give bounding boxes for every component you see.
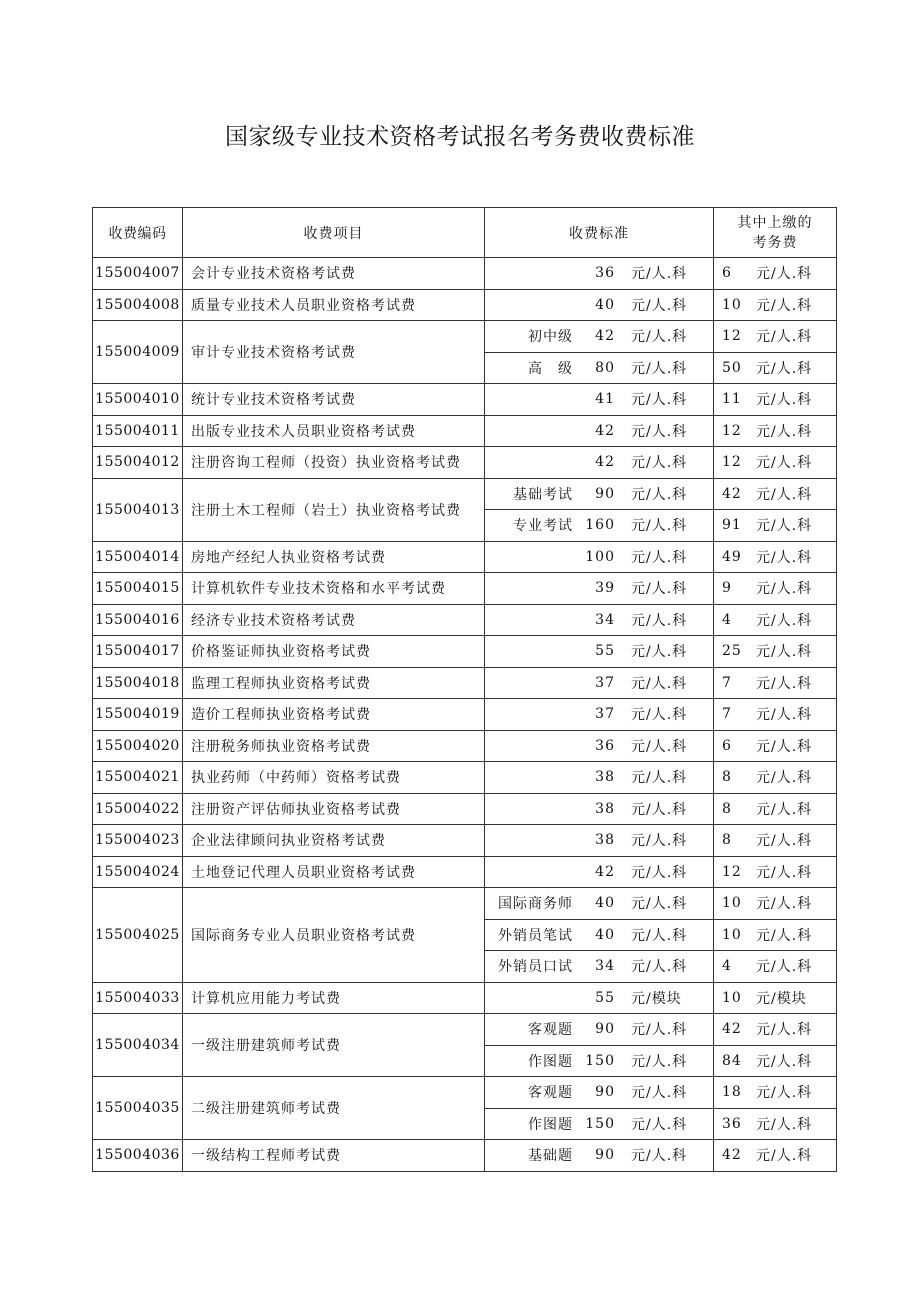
fee-standard [485, 478, 714, 510]
fee-item: 企业法律顾问执业资格考试费 [183, 825, 485, 857]
fee-amount: 36 [595, 737, 615, 754]
upper-fee-unit: 元/人.科 [756, 392, 813, 409]
fee-code: 155004021 [93, 762, 183, 794]
fee-item: 质量专业技术人员职业资格考试费 [183, 289, 485, 321]
fee-code: 155004023 [93, 825, 183, 857]
upper-fee-amount: 12 [722, 328, 742, 345]
fee-code: 155004016 [93, 604, 183, 636]
fee-amount: 42 [595, 454, 615, 471]
fee-code: 155004012 [93, 447, 183, 479]
fee-amount: 55 [595, 643, 615, 660]
fee-tier: 专业考试 [513, 518, 573, 535]
fee-code: 155004013 [93, 478, 183, 541]
fee-code: 155004022 [93, 793, 183, 825]
upper-fee-unit: 元/人.科 [756, 644, 813, 661]
upper-fee [714, 321, 837, 353]
upper-fee-unit: 元/人.科 [756, 581, 813, 598]
table-row [93, 730, 837, 762]
fee-amount: 42 [595, 328, 615, 345]
upper-fee-amount: 6 [722, 737, 732, 754]
fee-amount: 55 [595, 989, 615, 1006]
fee-amount: 38 [595, 832, 615, 849]
fee-code: 155004035 [93, 1077, 183, 1140]
fee-tier: 客观题 [528, 1022, 573, 1039]
upper-fee-amount: 8 [722, 832, 732, 849]
upper-fee-amount: 7 [722, 706, 732, 723]
upper-fee [714, 919, 837, 951]
table-row [93, 604, 837, 636]
fee-standard [485, 762, 714, 794]
fee-tier: 基础考试 [513, 486, 573, 503]
fee-unit: 元/人.科 [631, 518, 688, 535]
upper-fee [714, 1014, 837, 1046]
fee-unit: 元/人.科 [631, 1053, 688, 1070]
upper-fee-amount: 18 [722, 1084, 742, 1101]
upper-fee [714, 667, 837, 699]
fee-standard [485, 541, 714, 573]
fee-unit: 元/人.科 [631, 297, 688, 314]
upper-fee-amount: 49 [722, 548, 742, 565]
table-row [93, 793, 837, 825]
fee-unit: 元/人.科 [631, 927, 688, 944]
fee-code: 155004025 [93, 888, 183, 983]
upper-fee [714, 1108, 837, 1140]
fee-tier: 外销员笔试 [498, 927, 573, 944]
fee-unit: 元/人.科 [631, 1116, 688, 1133]
fee-unit: 元/人.科 [631, 612, 688, 629]
fee-item: 审计专业技术资格考试费 [183, 321, 485, 384]
fee-item: 经济专业技术资格考试费 [183, 604, 485, 636]
fee-tier: 作图题 [528, 1053, 573, 1070]
upper-fee-unit: 元/人.科 [756, 266, 813, 283]
upper-fee [714, 541, 837, 573]
upper-fee-amount: 10 [722, 926, 742, 943]
upper-fee [714, 352, 837, 384]
fee-unit: 元/人.科 [631, 581, 688, 598]
fee-amount: 150 [585, 1052, 615, 1069]
table-row [93, 321, 837, 353]
fee-code: 155004011 [93, 415, 183, 447]
upper-fee [714, 478, 837, 510]
upper-fee-unit: 元/模块 [756, 990, 807, 1007]
header-upper-fee [714, 208, 837, 258]
fee-item: 出版专业技术人员职业资格考试费 [183, 415, 485, 447]
table-row [93, 825, 837, 857]
upper-fee-amount: 25 [722, 643, 742, 660]
fee-code: 155004019 [93, 699, 183, 731]
upper-fee-unit: 元/人.科 [756, 675, 813, 692]
fee-unit: 元/人.科 [631, 423, 688, 440]
fee-item: 一级注册建筑师考试费 [183, 1014, 485, 1077]
fee-unit: 元/人.科 [631, 549, 688, 566]
header-code: 收费编码 [93, 208, 183, 258]
fee-unit: 元/人.科 [631, 392, 688, 409]
fee-standard [485, 447, 714, 479]
fee-item: 会计专业技术资格考试费 [183, 258, 485, 290]
upper-fee-unit: 元/人.科 [756, 864, 813, 881]
fee-amount: 90 [595, 1084, 615, 1101]
upper-fee-unit: 元/人.科 [756, 770, 813, 787]
fee-standard [485, 352, 714, 384]
fee-amount: 100 [585, 548, 615, 565]
fee-item: 一级结构工程师考试费 [183, 1140, 485, 1172]
fee-standard [485, 919, 714, 951]
fee-item: 注册资产评估师执业资格考试费 [183, 793, 485, 825]
fee-unit: 元/人.科 [631, 360, 688, 377]
fee-amount: 38 [595, 800, 615, 817]
fee-standard [485, 384, 714, 416]
upper-fee [714, 982, 837, 1014]
fee-unit: 元/模块 [631, 990, 682, 1007]
fee-standard [485, 1077, 714, 1109]
fee-item: 国际商务专业人员职业资格考试费 [183, 888, 485, 983]
fee-code: 155004018 [93, 667, 183, 699]
table-row [93, 478, 837, 510]
upper-fee [714, 951, 837, 983]
fee-item: 二级注册建筑师考试费 [183, 1077, 485, 1140]
table-row [93, 699, 837, 731]
fee-unit: 元/人.科 [631, 1085, 688, 1102]
fee-item: 注册税务师执业资格考试费 [183, 730, 485, 762]
fee-unit: 元/人.科 [631, 675, 688, 692]
upper-fee-amount: 7 [722, 674, 732, 691]
fee-standard [485, 951, 714, 983]
fee-unit: 元/人.科 [631, 770, 688, 787]
fee-unit: 元/人.科 [631, 1148, 688, 1165]
upper-fee-amount: 6 [722, 265, 732, 282]
upper-fee-unit: 元/人.科 [756, 1053, 813, 1070]
fee-item: 计算机应用能力考试费 [183, 982, 485, 1014]
upper-fee-amount: 42 [722, 1147, 742, 1164]
upper-fee [714, 856, 837, 888]
fee-code: 155004024 [93, 856, 183, 888]
table-row [93, 1140, 837, 1172]
upper-fee-amount: 10 [722, 989, 742, 1006]
fee-amount: 80 [595, 359, 615, 376]
table-row [93, 541, 837, 573]
fee-standard [485, 510, 714, 542]
fee-amount: 90 [595, 1021, 615, 1038]
fee-amount: 90 [595, 1147, 615, 1164]
fee-amount: 37 [595, 674, 615, 691]
fee-amount: 40 [595, 926, 615, 943]
upper-fee-unit: 元/人.科 [756, 612, 813, 629]
table-row [93, 415, 837, 447]
upper-fee-amount: 12 [722, 454, 742, 471]
fee-amount: 41 [595, 391, 615, 408]
fee-unit: 元/人.科 [631, 707, 688, 724]
fee-standard [485, 604, 714, 636]
fee-standard [485, 667, 714, 699]
upper-fee-unit: 元/人.科 [756, 455, 813, 472]
upper-fee [714, 573, 837, 605]
fee-item: 注册咨询工程师（投资）执业资格考试费 [183, 447, 485, 479]
fee-amount: 160 [585, 517, 615, 534]
upper-fee-amount: 12 [722, 863, 742, 880]
fee-amount: 42 [595, 422, 615, 439]
header-item: 收费项目 [183, 208, 485, 258]
page-title: 国家级专业技术资格考试报名考务费收费标准 [225, 124, 695, 150]
fee-amount: 34 [595, 611, 615, 628]
upper-fee [714, 636, 837, 668]
fee-code: 155004008 [93, 289, 183, 321]
upper-fee [714, 1045, 837, 1077]
fee-tier: 客观题 [528, 1085, 573, 1102]
upper-fee-amount: 8 [722, 769, 732, 786]
upper-fee-amount: 50 [722, 359, 742, 376]
table-row [93, 1077, 837, 1109]
fee-standard [485, 1045, 714, 1077]
fee-amount: 39 [595, 580, 615, 597]
fee-tier: 外销员口试 [498, 959, 573, 976]
fee-unit: 元/人.科 [631, 266, 688, 283]
upper-fee [714, 258, 837, 290]
upper-fee-amount: 9 [722, 580, 732, 597]
fee-amount: 150 [585, 1115, 615, 1132]
fee-standard [485, 793, 714, 825]
fee-code: 155004017 [93, 636, 183, 668]
upper-fee-unit: 元/人.科 [756, 1148, 813, 1165]
fee-unit: 元/人.科 [631, 959, 688, 976]
fee-unit: 元/人.科 [631, 486, 688, 503]
upper-fee-unit: 元/人.科 [756, 1085, 813, 1102]
fee-item: 计算机软件专业技术资格和水平考试费 [183, 573, 485, 605]
fee-code: 155004009 [93, 321, 183, 384]
fee-item: 监理工程师执业资格考试费 [183, 667, 485, 699]
table-header-row [93, 208, 837, 258]
fee-code: 155004033 [93, 982, 183, 1014]
upper-fee-amount: 91 [722, 517, 742, 534]
header-standard: 收费标准 [485, 208, 714, 258]
fee-amount: 36 [595, 265, 615, 282]
upper-fee [714, 289, 837, 321]
table-row [93, 762, 837, 794]
fee-unit: 元/人.科 [631, 896, 688, 913]
upper-fee-amount: 84 [722, 1052, 742, 1069]
fee-item: 造价工程师执业资格考试费 [183, 699, 485, 731]
upper-fee-amount: 10 [722, 895, 742, 912]
upper-fee-unit: 元/人.科 [756, 1116, 813, 1133]
fee-unit: 元/人.科 [631, 801, 688, 818]
fee-unit: 元/人.科 [631, 833, 688, 850]
fee-table [92, 207, 837, 1172]
upper-fee [714, 793, 837, 825]
fee-unit: 元/人.科 [631, 1022, 688, 1039]
fee-standard [485, 289, 714, 321]
fee-standard [485, 699, 714, 731]
upper-fee-unit: 元/人.科 [756, 297, 813, 314]
fee-tier: 基础题 [528, 1148, 573, 1165]
fee-code: 155004036 [93, 1140, 183, 1172]
upper-fee-amount: 8 [722, 800, 732, 817]
upper-fee [714, 730, 837, 762]
fee-unit: 元/人.科 [631, 329, 688, 346]
fee-standard [485, 636, 714, 668]
fee-amount: 34 [595, 958, 615, 975]
table-row [93, 856, 837, 888]
fee-standard [485, 982, 714, 1014]
fee-standard [485, 321, 714, 353]
fee-standard [485, 825, 714, 857]
fee-item: 执业药师（中药师）资格考试费 [183, 762, 485, 794]
fee-item: 统计专业技术资格考试费 [183, 384, 485, 416]
upper-fee-unit: 元/人.科 [756, 486, 813, 503]
fee-item: 价格鉴证师执业资格考试费 [183, 636, 485, 668]
fee-amount: 38 [595, 769, 615, 786]
header-upper-line1: 其中上缴的 [737, 214, 813, 231]
fee-amount: 90 [595, 485, 615, 502]
upper-fee-unit: 元/人.科 [756, 959, 813, 976]
table-row [93, 289, 837, 321]
table-row [93, 447, 837, 479]
fee-tier: 初中级 [528, 329, 573, 346]
table-row [93, 667, 837, 699]
upper-fee-unit: 元/人.科 [756, 896, 813, 913]
upper-fee-amount: 12 [722, 422, 742, 439]
fee-amount: 40 [595, 895, 615, 912]
upper-fee [714, 447, 837, 479]
upper-fee [714, 699, 837, 731]
upper-fee [714, 510, 837, 542]
upper-fee [714, 604, 837, 636]
fee-unit: 元/人.科 [631, 864, 688, 881]
upper-fee-unit: 元/人.科 [756, 927, 813, 944]
fee-amount: 42 [595, 863, 615, 880]
upper-fee-amount: 4 [722, 958, 732, 975]
upper-fee-unit: 元/人.科 [756, 833, 813, 850]
fee-tier: 高 级 [528, 360, 573, 377]
upper-fee-unit: 元/人.科 [756, 1022, 813, 1039]
fee-standard [485, 856, 714, 888]
table-row [93, 888, 837, 920]
fee-amount: 37 [595, 706, 615, 723]
table-body [93, 258, 837, 1172]
fee-code: 155004007 [93, 258, 183, 290]
upper-fee [714, 888, 837, 920]
fee-tier: 国际商务师 [498, 896, 573, 913]
fee-standard [485, 1108, 714, 1140]
fee-unit: 元/人.科 [631, 644, 688, 661]
upper-fee [714, 1077, 837, 1109]
upper-fee-amount: 4 [722, 611, 732, 628]
fee-standard [485, 258, 714, 290]
upper-fee-unit: 元/人.科 [756, 360, 813, 377]
upper-fee [714, 825, 837, 857]
upper-fee-amount: 42 [722, 485, 742, 502]
upper-fee-unit: 元/人.科 [756, 549, 813, 566]
fee-standard [485, 888, 714, 920]
table-row [93, 982, 837, 1014]
upper-fee-unit: 元/人.科 [756, 518, 813, 535]
fee-tier: 作图题 [528, 1116, 573, 1133]
upper-fee-unit: 元/人.科 [756, 738, 813, 755]
header-upper-line2: 考务费 [752, 234, 798, 251]
fee-standard [485, 415, 714, 447]
upper-fee-amount: 11 [722, 391, 742, 408]
upper-fee [714, 762, 837, 794]
upper-fee-unit: 元/人.科 [756, 707, 813, 724]
upper-fee-amount: 42 [722, 1021, 742, 1038]
fee-standard [485, 1014, 714, 1046]
fee-code: 155004015 [93, 573, 183, 605]
fee-item: 注册土木工程师（岩土）执业资格考试费 [183, 478, 485, 541]
upper-fee [714, 1140, 837, 1172]
table-row [93, 573, 837, 605]
fee-unit: 元/人.科 [631, 738, 688, 755]
table-row [93, 384, 837, 416]
fee-item: 房地产经纪人执业资格考试费 [183, 541, 485, 573]
fee-item: 土地登记代理人员职业资格考试费 [183, 856, 485, 888]
upper-fee [714, 384, 837, 416]
fee-standard [485, 1140, 714, 1172]
table-row [93, 258, 837, 290]
upper-fee-amount: 10 [722, 296, 742, 313]
upper-fee-unit: 元/人.科 [756, 423, 813, 440]
upper-fee [714, 415, 837, 447]
upper-fee-unit: 元/人.科 [756, 329, 813, 346]
upper-fee-amount: 36 [722, 1115, 742, 1132]
fee-standard [485, 730, 714, 762]
table-row [93, 1014, 837, 1046]
fee-code: 155004014 [93, 541, 183, 573]
fee-code: 155004010 [93, 384, 183, 416]
table-row [93, 636, 837, 668]
fee-standard [485, 573, 714, 605]
fee-amount: 40 [595, 296, 615, 313]
fee-unit: 元/人.科 [631, 455, 688, 472]
fee-code: 155004020 [93, 730, 183, 762]
upper-fee-unit: 元/人.科 [756, 801, 813, 818]
fee-code: 155004034 [93, 1014, 183, 1077]
